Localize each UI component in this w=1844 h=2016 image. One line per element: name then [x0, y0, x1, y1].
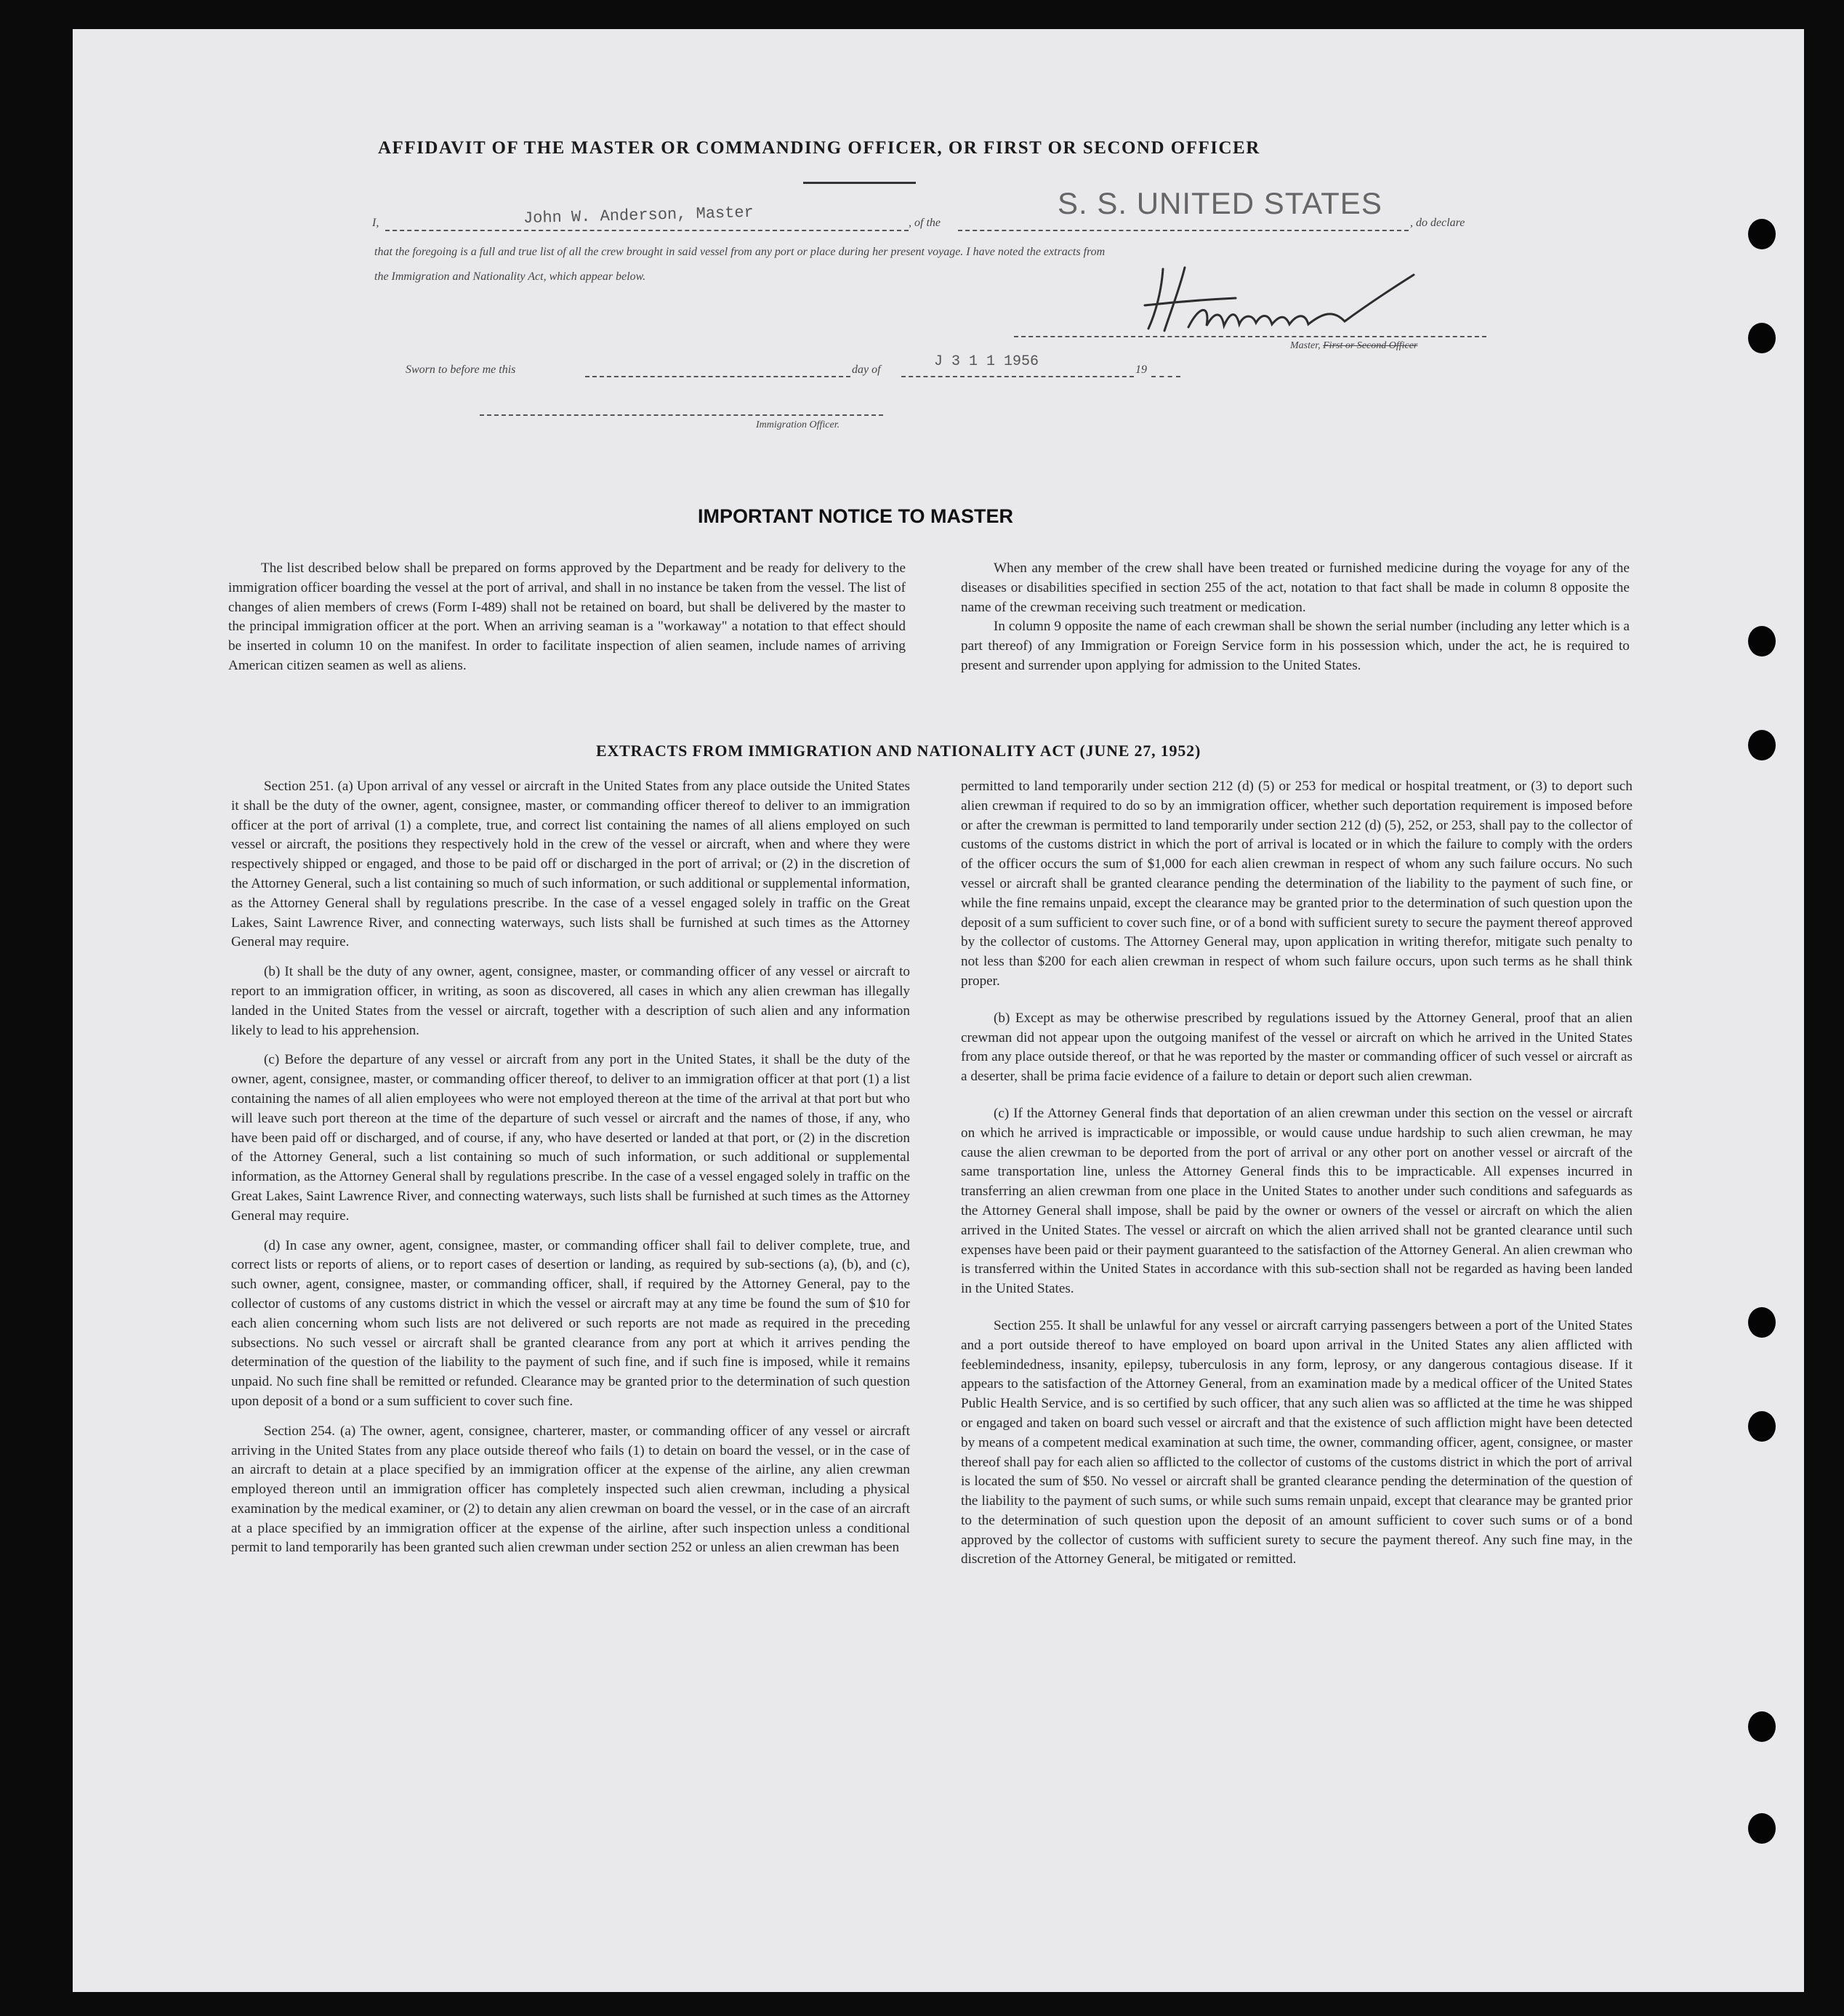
section-254-a-continued: permitted to land temporarily under section 212 (d) (5) or 253 for medical or hospital treatment, or (3) to deport such alien crewman if required to do so by an immigration officer, whether such deportation requirement is imposed before or after the crewman is permitted to land temporarily under section 212 (d) (5), 252, or 253, shall pay to the collector of customs of the customs district in which the port of arrival is located or in which the failure to comply with the orders of the officer occurs the sum of $1,000 for each alien crewman in respect of whom any such failure occurs. No such vessel or aircraft shall be granted clearance pending the determination of the liability to the payment of such fine, or while the fine remains unpaid, except the clearance may be granted prior to the determination of such question upon the deposit of a sum sufficient to cover such fine, or of a bond with sufficient surety to secure the payment thereof approved by the collector of customs. The Attorney General may, upon application in writing therefor, mitigate such penalty to not less than $200 for each alien crewman in respect of whom such failure occurs, upon such terms as he shall think proper.	[961, 779, 1632, 989]
year-line	[1151, 376, 1180, 377]
immigration-officer-label: Immigration Officer.	[756, 419, 840, 430]
notice-left-column	[228, 559, 906, 676]
punch-hole	[1748, 219, 1776, 249]
notice-left-paragraph: The list described below shall be prepared on forms approved by the Department and be ready for delivery to the immigration officer boarding the vessel at the port of arrival, and shall in no instance be taken from the vessel. The list of changes of alien members of crews (Form I-489) shall not be retained on board, but shall be delivered by the master to the principal immigration officer at the port. When an arriving seaman is a "workaway" a notation to that effect should be inserted in column 10 on the manifest. In order to facilitate inspection of alien seamen, include names of arriving American citizen seamen as well as aliens.	[228, 561, 906, 673]
punch-hole	[1748, 1307, 1776, 1338]
vessel-name-stamp: S. S. UNITED STATES	[1058, 186, 1382, 220]
day-of-label: day of	[852, 364, 881, 376]
signature-line	[1014, 336, 1486, 337]
section-251-d: (d) In case any owner, agent, consignee, master, or commanding officer shall fail to deliver complete, true, and correct lists or reports of aliens, or to report cases of desertion or landing, as required by sub-sections (a), (b), and (c), such owner, agent, consignee, master, or commanding officer, shall, if required by the Attorney General, pay to the collector of customs of any customs district in which the vessel or aircraft may at any time be found the sum of $10 for each alien concerning whom such lists are not delivered or such reports are not made as required in the preceding subsections. No such vessel or aircraft shall be granted clearance from any port at which it arrives pending the determination of the question of the liability to the payment of such fine, and if such fine is imposed, while it remains unpaid. No such fine shall be remitted or refunded. Clearance may be granted prior to the determination of such question upon deposit of a bond or a sum sufficient to cover such fine.	[231, 1237, 910, 1409]
struck-officer: First or Second Officer	[1323, 340, 1418, 351]
punch-hole	[1748, 1813, 1776, 1844]
notice-right-paragraph-1: When any member of the crew shall have been treated or furnished medicine during the voyage for any of the diseases or disabilities specified in section 255 of the act, notation to that fact shall be made in column 8 opposite the name of the crewman receiving such treatment or medication.	[961, 561, 1630, 615]
affidavit-title: AFFIDAVIT OF THE MASTER OR COMMANDING OFFICER, OR FIRST OR SECOND OFFICER	[378, 138, 1260, 158]
month-line	[901, 376, 1134, 377]
punch-hole	[1748, 730, 1776, 760]
punch-hole	[1748, 323, 1776, 353]
section-251-a: Section 251. (a) Upon arrival of any vessel or aircraft in the United States from any place outside the United States it shall be the duty of the owner, agent, consignee, master, or commanding officer thereof to deliver to an immigration officer at the port of arrival (1) a complete, true, and correct list containing the names of all aliens employed on such vessel or aircraft, the positions they respectively hold in the crew of the vessel or aircraft, when and where they were respectively shipped or engaged, and those to be paid off or discharged in the port of arrival; or (2) in the discretion of the Attorney General, such a list containing so much of such information, or such additional or supplemental information, as the Attorney General shall by regulations prescribe. In the case of a vessel engaged solely in traffic on the Great Lakes, Saint Lawrence River, and connecting waterways, such lists shall be furnished at such times as the Attorney General may require.	[231, 779, 910, 950]
sworn-day-line	[585, 376, 850, 377]
section-255: Section 255. It shall be unlawful for any vessel or aircraft carrying passengers between a port of the United States and a port outside thereof to have employed on board upon arrival in the United States any alien afflicted with feeblemindedness, insanity, epilepsy, tuberculosis in any form, leprosy, or any dangerous contagious disease. If it appears to the satisfaction of the Attorney General, from an examination made by a medical officer of the United States Public Health Service, and is so certified by such officer, that any such alien was so afflicted at the time he was shipped or engaged and taken on board such vessel or aircraft and that the existence of such affliction might have been detected by means of a competent medical examination at such time, the owner, commanding officer, agent, consignee, or master thereof shall pay for each alien so afflicted to the collector of customs of the customs district in which the port of arrival is located the sum of $50. No vessel or aircraft shall be granted clearance pending the determination of the question of the liability to the payment of such sums, or while such sums remain unpaid, except that clearance may be granted prior to the determination of such question upon the deposit of an amount sufficient to cover such sums or of a bond approved by the collector of customs with sufficient surety to secure the payment thereof. Any such fine may, in the discretion of the Attorney General, be mitigated or remitted.	[961, 1317, 1632, 1567]
extracts-title: EXTRACTS FROM IMMIGRATION AND NATIONALITY ACT (JUNE 27, 1952)	[596, 742, 1201, 760]
declaration-line-2: that the foregoing is a full and true list of all the crew brought in said vessel from any port or place during her present voyage. I have noted the extracts from	[374, 246, 1106, 258]
section-251-c: (c) Before the departure of any vessel or aircraft from any port in the United States, it shall be the duty of the owner, agent, consignee, master, or commanding officer thereof, to deliver to an immigration officer at that port (1) a list containing the names of all alien employees who were not employed thereon at the time of the arrival at that port but who will leave such port thereon at the time of the departure of such vessel or aircraft and the names of those, if any, who have been paid off or discharged, and of course, if any, who have deserted or landed at that port, or (2) in the discretion of the Attorney General, such a list containing so much of such information, or such additional or supplemental information, as the Attorney General shall by regulations prescribe. In the case of a vessel engaged solely in traffic on the Great Lakes, Saint Lawrence River, and connecting waterways, such lists shall be furnished at such times as the Attorney General may require.	[231, 1052, 910, 1224]
name-line	[385, 230, 909, 231]
label-of-the: , of the	[909, 217, 941, 229]
declaration-line-3: the Immigration and Nationality Act, which appear below.	[374, 270, 646, 283]
extracts-left-column	[231, 777, 910, 1558]
section-251-b: (b) It shall be the duty of any owner, agent, consignee, master, or commanding officer of any vessel or aircraft to report to an immigration officer, in writing, as soon as discovered, all cases in which any alien crewman has illegally landed in the United States from the vessel or aircraft, together with a description of such alien and any information likely to lead to his apprehension.	[231, 964, 910, 1038]
signature-image	[1134, 262, 1425, 342]
master-label	[1290, 340, 1417, 352]
vessel-line	[958, 230, 1409, 231]
master-word: Master,	[1290, 340, 1321, 351]
officer-line	[480, 414, 883, 416]
section-254-a: Section 254. (a) The owner, agent, consignee, charterer, master, or commanding officer of any vessel or aircraft arriving in the United States from any place outside thereof who fails (1) to detain on board the vessel, or in the case of an aircraft to detain at a place specified by an immigration officer at the expense of the airline, any alien crewman employed thereon until an immigration officer has completely inspected such alien crewman, including a physical examination by the medical examiner, or (2) to detain any alien crewman on board the vessel, or in the case of an aircraft at a place specified by an immigration officer at the expense of the airline, after such inspection unless a conditional permit to land temporarily has been granted such alien crewman under section 252 or unless an alien crewman has been	[231, 1423, 910, 1556]
title-rule	[803, 182, 916, 184]
notice-right-column	[961, 559, 1630, 676]
punch-hole	[1748, 626, 1776, 656]
year-label: 19	[1135, 364, 1147, 376]
label-i: I,	[372, 217, 379, 229]
punch-hole	[1748, 1711, 1776, 1742]
typed-master-name: John W. Anderson, Master	[523, 203, 754, 228]
notice-right-paragraph-2: In column 9 opposite the name of each crewman shall be shown the serial number (including any letter which is a part thereof) of any Immigration or Foreign Service form in his possession which, under the act, he is required to present and surrender upon applying for admission to the United States.	[961, 619, 1630, 673]
extracts-right-column	[961, 777, 1632, 1570]
label-do-declare: , do declare	[1410, 217, 1465, 229]
punch-hole	[1748, 1411, 1776, 1442]
notice-title: IMPORTANT NOTICE TO MASTER	[698, 505, 1013, 527]
sworn-label: Sworn to before me this	[406, 364, 516, 376]
section-254-c: (c) If the Attorney General finds that deportation of an alien crewman under this section on the vessel or aircraft on which he arrived is impracticable or impossible, or would cause undue hardship to such alien crewman, he may cause the alien crewman to be deported from the port of arrival or any other port on another vessel or aircraft of the same transportation line, unless the Attorney General finds this to be impracticable. All expenses incurred in transferring an alien crewman from one place in the United States to another under such conditions and safeguards as the Attorney General shall impose, shall be paid by the owner or owners of the vessel or aircraft on which the alien arrived in the United States. The vessel or aircraft on which the alien arrived shall not be granted clearance until such expenses have been paid or their payment guaranteed to the satisfaction of the Attorney General. An alien crewman who is transferred within the United States in accordance with this sub-section shall not be regarded as having been landed in the United States.	[961, 1105, 1632, 1297]
date-stamp: J 3 1 1 1956	[934, 353, 1039, 370]
section-254-b: (b) Except as may be otherwise prescribed by regulations issued by the Attorney General, proof that an alien crewman did not appear upon the outgoing manifest of the vessel or aircraft on which he arrived in the United States from any place outside thereof, or that he was reported by the master or commanding officer of such vessel or aircraft as a deserter, shall be prima facie evidence of a failure to detain or deport such alien crewman.	[961, 1010, 1632, 1085]
